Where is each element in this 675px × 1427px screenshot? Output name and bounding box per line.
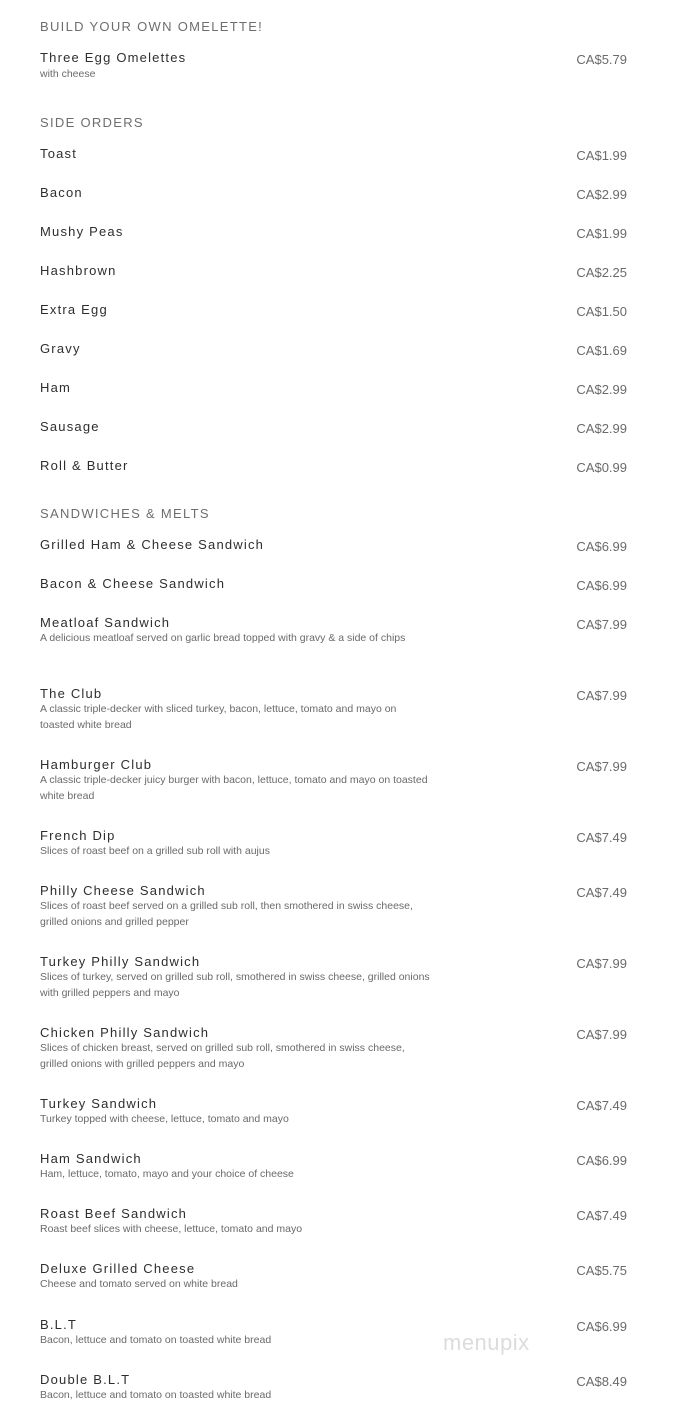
menu-item-name: B.L.T: [40, 1317, 78, 1332]
menu-item-name: Philly Cheese Sandwich: [40, 883, 206, 898]
menu-item-desc: Ham, lettuce, tomato, mayo and your choice of cheese: [40, 1168, 294, 1180]
menu-item-price: CA$7.99: [576, 617, 627, 632]
menu-item-price: CA$2.99: [576, 421, 627, 436]
menu-item-name: Sausage: [40, 419, 100, 434]
menu-item-price: CA$5.79: [576, 52, 627, 67]
menu-item-name: French Dip: [40, 828, 116, 843]
menu-item-price: CA$7.49: [576, 1208, 627, 1223]
section-title: SANDWICHES & MELTS: [40, 506, 210, 521]
menu-item-desc: Slices of turkey, served on grilled sub roll, smothered in swiss cheese, grilled onions with grilled peppers and mayo: [40, 971, 430, 999]
menu-item-desc: with cheese: [40, 68, 96, 80]
menu-item-desc: A delicious meatloaf served on garlic bread topped with gravy & a side of chips: [40, 632, 406, 644]
menu-item-price: CA$1.99: [576, 226, 627, 241]
menu-item-price: CA$5.75: [576, 1263, 627, 1278]
menu-item-name: Chicken Philly Sandwich: [40, 1025, 210, 1040]
menu-item-price: CA$6.99: [576, 1153, 627, 1168]
menu-item-desc: Turkey topped with cheese, lettuce, tomato and mayo: [40, 1113, 289, 1125]
menu-item-name: Roll & Butter: [40, 458, 129, 473]
menu-item-name: Grilled Ham & Cheese Sandwich: [40, 537, 265, 552]
menu-item-desc: Cheese and tomato served on white bread: [40, 1278, 238, 1290]
menu-item-price: CA$1.99: [576, 148, 627, 163]
section-title: BUILD YOUR OWN OMELETTE!: [40, 19, 264, 34]
menu-item-price: CA$7.99: [576, 956, 627, 971]
menu-item-name: Toast: [40, 146, 78, 161]
menu-item-name: Deluxe Grilled Cheese: [40, 1261, 196, 1276]
menu-item-name: The Club: [40, 686, 103, 701]
menu-item-desc: Slices of chicken breast, served on grilled sub roll, smothered in swiss cheese, grilled onions with grilled peppers and mayo: [40, 1042, 405, 1070]
menu-item-name: Ham: [40, 380, 72, 395]
menu-item-desc: Bacon, lettuce and tomato on toasted white bread: [40, 1389, 272, 1401]
menu-item-price: CA$6.99: [576, 578, 627, 593]
menu-item-price: CA$1.69: [576, 343, 627, 358]
menu-item-price: CA$8.49: [576, 1374, 627, 1389]
menu-item-name: Meatloaf Sandwich: [40, 615, 171, 630]
menu-item-name: Three Egg Omelettes: [40, 50, 187, 65]
menu-item-name: Bacon & Cheese Sandwich: [40, 576, 226, 591]
menu-item-name: Hamburger Club: [40, 757, 153, 772]
menu-item-desc: A classic triple-decker with sliced turkey, bacon, lettuce, tomato and mayo on toasted white bread: [40, 703, 397, 731]
menupix-watermark: menupix: [443, 1330, 530, 1355]
menu-item-desc: Bacon, lettuce and tomato on toasted white bread: [40, 1334, 272, 1346]
menu-item-price: CA$7.49: [576, 885, 627, 900]
menu-item-price: CA$6.99: [576, 1319, 627, 1334]
menu-item-name: Extra Egg: [40, 302, 108, 317]
menu-item-name: Mushy Peas: [40, 224, 124, 239]
menu-item-name: Turkey Sandwich: [40, 1096, 158, 1111]
menu-item-price: CA$7.99: [576, 759, 627, 774]
menu-item-name: Ham Sandwich: [40, 1151, 142, 1166]
menu-item-price: CA$2.25: [576, 265, 627, 280]
menu-item-desc: Roast beef slices with cheese, lettuce, tomato and mayo: [40, 1223, 303, 1235]
menu-item-name: Hashbrown: [40, 263, 117, 278]
menu-item-name: Bacon: [40, 185, 83, 200]
menu-item-name: Turkey Philly Sandwich: [40, 954, 201, 969]
menu-item-price: CA$7.99: [576, 1027, 627, 1042]
menu-item-desc: A classic triple-decker juicy burger with bacon, lettuce, tomato and mayo on toasted white bread: [40, 774, 428, 802]
menu-item-price: CA$2.99: [576, 382, 627, 397]
menu-item-price: CA$7.49: [576, 1098, 627, 1113]
section-title: SIDE ORDERS: [40, 115, 144, 130]
menu-item-price: CA$1.50: [576, 304, 627, 319]
menu-item-name: Roast Beef Sandwich: [40, 1206, 188, 1221]
menu-item-price: CA$7.99: [576, 688, 627, 703]
menu-item-desc: Slices of roast beef served on a grilled sub roll, then smothered in swiss cheese, grilled onions and grilled pepper: [40, 900, 413, 928]
menu-item-price: CA$2.99: [576, 187, 627, 202]
menu-item-price: CA$6.99: [576, 539, 627, 554]
menu-item-name: Double B.L.T: [40, 1372, 131, 1387]
menu-item-desc: Slices of roast beef on a grilled sub roll with aujus: [40, 845, 270, 857]
menu-item-price: CA$7.49: [576, 830, 627, 845]
menu-item-price: CA$0.99: [576, 460, 627, 475]
menu-item-name: Gravy: [40, 341, 81, 356]
